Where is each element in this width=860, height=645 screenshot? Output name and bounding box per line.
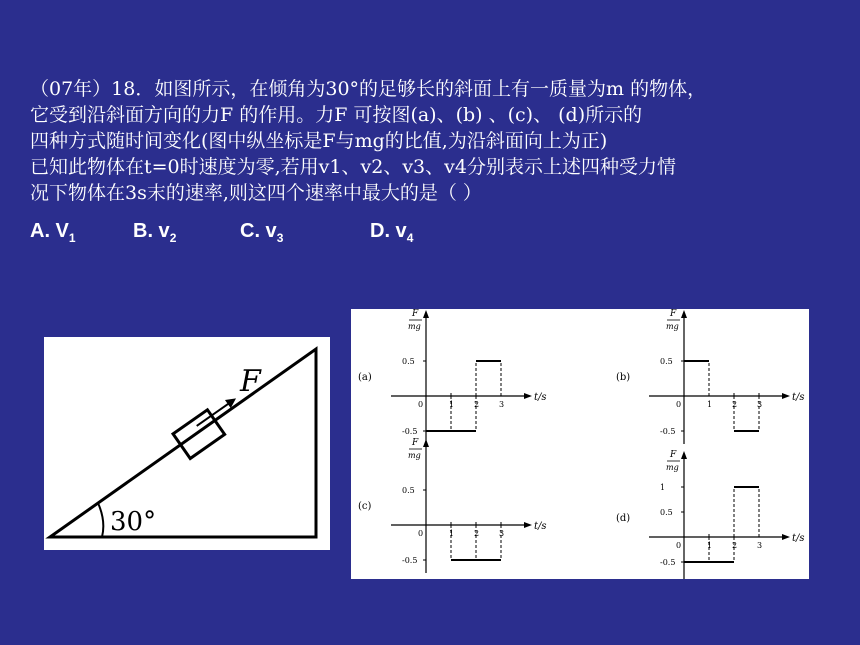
- x-label: t/s: [792, 533, 805, 544]
- panel-label: (d): [616, 513, 631, 524]
- y-axis-arrow: [423, 310, 429, 318]
- x-tick-label: 1: [707, 400, 713, 409]
- question-line: （07年）18．如图所示，在倾角为30°的足够长的斜面上有一质量为m 的物体，: [30, 78, 707, 100]
- option-a[interactable]: A. $V_1$: [30, 220, 76, 245]
- graph-d: [616, 450, 805, 579]
- y-tick-label: 0.5: [660, 508, 673, 517]
- y-tick-label: 0.5: [660, 357, 673, 366]
- y-label-numerator: F: [670, 309, 677, 319]
- y-axis-arrow: [681, 310, 687, 318]
- y-label-denominator: mg: [666, 322, 679, 331]
- x-tick-label: 3: [499, 400, 505, 409]
- y-label-numerator: F: [412, 309, 419, 319]
- force-label: F: [240, 364, 261, 399]
- y-tick-label: 0.5: [402, 357, 415, 366]
- block: [173, 410, 225, 459]
- option-b[interactable]: B. $v_2$: [133, 220, 177, 245]
- x-tick-label: 1: [707, 541, 713, 550]
- incline-figure: [44, 337, 330, 550]
- y-tick-label: -0.5: [660, 427, 676, 436]
- y-label-numerator: F: [412, 438, 419, 448]
- y-label-denominator: mg: [408, 322, 421, 331]
- option-d[interactable]: D. $v_4$: [370, 220, 414, 245]
- x-label: t/s: [534, 392, 547, 403]
- x-tick-label: 2: [732, 400, 738, 409]
- y-tick-label: 0.5: [402, 486, 415, 495]
- x-axis-arrow: [782, 393, 790, 399]
- y-tick-label: -0.5: [402, 427, 418, 436]
- angle-arc: [98, 503, 103, 537]
- x-tick-label: 2: [474, 400, 480, 409]
- x-tick-label: 0: [676, 541, 682, 550]
- panel-label: (b): [616, 372, 631, 383]
- question-line: 四种方式随时间变化(图中纵坐标是F与mg的比值,为沿斜面向上为正): [30, 130, 608, 152]
- x-tick-label: 1: [449, 400, 455, 409]
- x-tick-label: 3: [499, 529, 505, 538]
- graph-c: [358, 438, 547, 573]
- y-tick-label: -0.5: [660, 558, 676, 567]
- x-tick-label: 0: [676, 400, 682, 409]
- incline-triangle: [50, 349, 316, 537]
- x-label: t/s: [534, 521, 547, 532]
- x-axis-arrow: [524, 393, 532, 399]
- question-line: 已知此物体在t=0时速度为零,若用v1、v2、v3、v4分别表示上述四种受力情: [30, 156, 676, 178]
- x-axis-arrow: [782, 534, 790, 540]
- x-tick-label: 3: [757, 541, 763, 550]
- option-c[interactable]: C. $v_3$: [240, 220, 284, 245]
- y-axis-arrow: [681, 451, 687, 459]
- x-tick-label: 2: [732, 541, 738, 550]
- y-tick-label: -0.5: [402, 556, 418, 565]
- graph-a: [358, 309, 547, 444]
- x-tick-label: 1: [449, 529, 455, 538]
- incline-diagram: [44, 337, 330, 550]
- x-tick-label: 3: [757, 400, 763, 409]
- y-label-denominator: mg: [408, 451, 421, 460]
- question-line: 它受到沿斜面方向的力F 的作用。力F 可按图(a)、(b) 、(c)、 (d)所示的: [30, 104, 643, 126]
- x-tick-label: 0: [418, 529, 424, 538]
- x-tick-label: 0: [418, 400, 424, 409]
- y-axis-arrow: [423, 439, 429, 447]
- x-axis-arrow: [524, 522, 532, 528]
- panel-label: (c): [358, 501, 372, 512]
- angle-label: 30°: [110, 507, 157, 537]
- graphs-svg: [351, 309, 809, 579]
- panel-label: (a): [358, 372, 372, 383]
- y-tick-label: 1: [660, 483, 666, 492]
- question-text: [30, 76, 845, 206]
- y-label-numerator: F: [670, 450, 677, 460]
- x-label: t/s: [792, 392, 805, 403]
- x-tick-label: 2: [474, 529, 480, 538]
- graph-b: [616, 309, 805, 444]
- question-line: 况下物体在3s末的速率,则这四个速率中最大的是（ ）: [30, 182, 482, 204]
- y-label-denominator: mg: [666, 463, 679, 472]
- force-time-graphs: [351, 309, 809, 579]
